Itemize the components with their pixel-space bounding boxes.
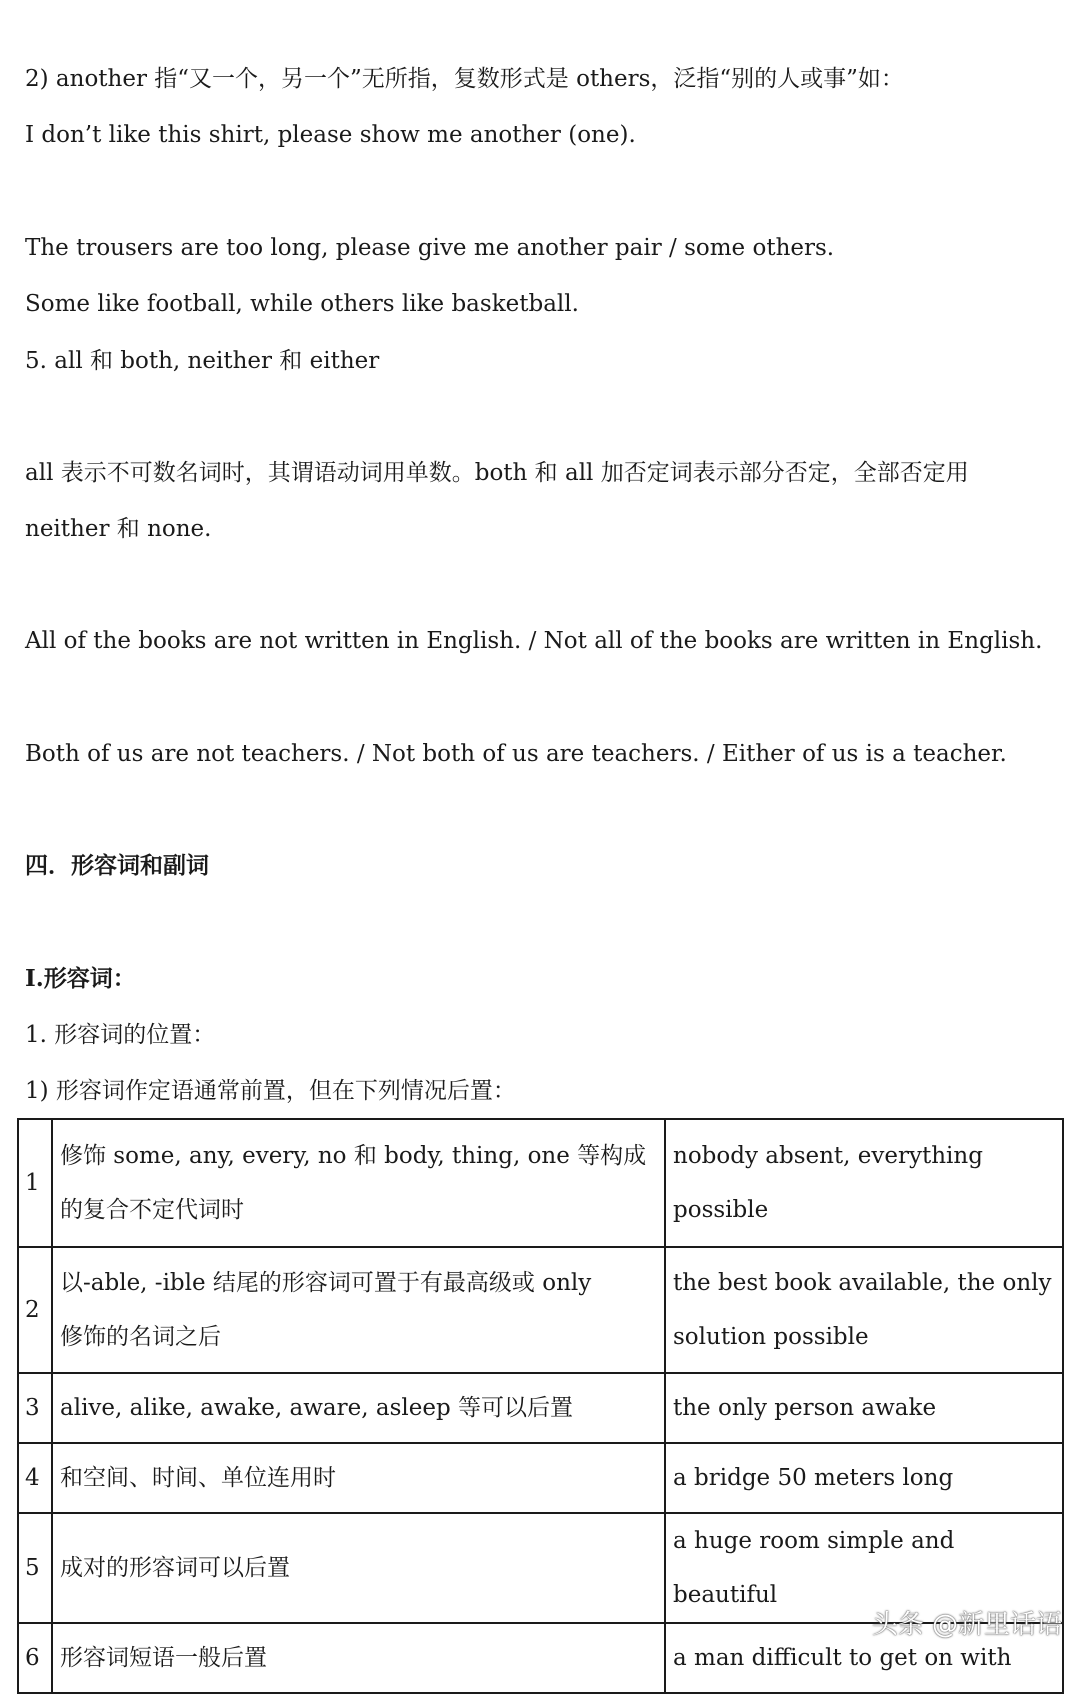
rule-line: 和空间、时间、单位连用时 <box>60 1465 336 1491</box>
rule-cell <box>52 1443 665 1513</box>
point-title: 1. 形容词的位置： <box>25 1022 216 1048</box>
watermark: 头条 @新里话语 <box>871 1610 1062 1640</box>
row-number: 1 <box>18 1119 52 1247</box>
section-title: 四．形容词和副词 <box>25 852 209 879</box>
rule-cell <box>52 1623 665 1693</box>
rule-cell <box>52 1119 665 1247</box>
paragraph-example-books: All of the books are not written in English. / Not all of the books are written in English. <box>25 628 1043 654</box>
rule-line: 以-able, -ible 结尾的形容词可置于有最高级或 only <box>60 1270 592 1296</box>
example-line: the best book available, the only <box>673 1270 1052 1296</box>
subpoint-title: 1) 形容词作定语通常前置，但在下列情况后置： <box>25 1078 516 1104</box>
example-line: solution possible <box>673 1324 869 1350</box>
example-cell <box>665 1373 1063 1443</box>
rule-line: 成对的形容词可以后置 <box>60 1555 290 1581</box>
table-row <box>18 1373 1063 1443</box>
rule-line: alive, alike, awake, aware, asleep 等可以后置 <box>60 1395 573 1421</box>
row-number: 3 <box>18 1373 52 1443</box>
subsection-title: I.形容词： <box>25 965 136 992</box>
row-number: 6 <box>18 1623 52 1693</box>
example-line: a huge room simple and beautiful <box>673 1528 955 1608</box>
paragraph-another-definition: 2) another 指“又一个，另一个”无所指，复数形式是 others，泛指“别的人或事”如： <box>25 66 904 92</box>
example-line: a bridge 50 meters long <box>673 1465 954 1491</box>
paragraph-example-shirt: I don’t like this shirt, please show me another (one). <box>25 122 636 148</box>
table-row <box>18 1443 1063 1513</box>
example-cell <box>665 1443 1063 1513</box>
rule-line: 修饰的名词之后 <box>60 1324 221 1350</box>
example-line: nobody absent, everything possible <box>673 1143 983 1223</box>
row-number: 5 <box>18 1513 52 1623</box>
rule-line: 形容词短语一般后置 <box>60 1645 267 1671</box>
paragraph-example-trousers: The trousers are too long, please give me another pair / some others. <box>25 235 835 261</box>
paragraph-all-rule-continued: neither 和 none. <box>25 516 212 542</box>
example-cell <box>665 1247 1063 1373</box>
paragraph-all-rule: all 表示不可数名词时，其谓语动词用单数。both 和 all 加否定词表示部分否定，全部否定用 <box>25 460 969 486</box>
paragraph-example-football: Some like football, while others like basketball. <box>25 291 579 317</box>
example-line: a man difficult to get on with <box>673 1645 1012 1671</box>
rule-line: 修饰 some, any, every, no 和 body, thing, one 等构成 <box>60 1143 647 1169</box>
rule-cell <box>52 1247 665 1373</box>
rule-cell <box>52 1513 665 1623</box>
paragraph-point-5-title: 5. all 和 both, neither 和 either <box>25 348 380 374</box>
paragraph-example-teachers: Both of us are not teachers. / Not both of us are teachers. / Either of us is a teacher. <box>25 741 1007 767</box>
row-number: 2 <box>18 1247 52 1373</box>
row-number: 4 <box>18 1443 52 1513</box>
rule-cell <box>52 1373 665 1443</box>
example-line: the only person awake <box>673 1395 937 1421</box>
example-cell <box>665 1119 1063 1247</box>
table-row <box>18 1119 1063 1247</box>
rule-line: 的复合不定代词时 <box>60 1197 244 1223</box>
table-row <box>18 1247 1063 1373</box>
